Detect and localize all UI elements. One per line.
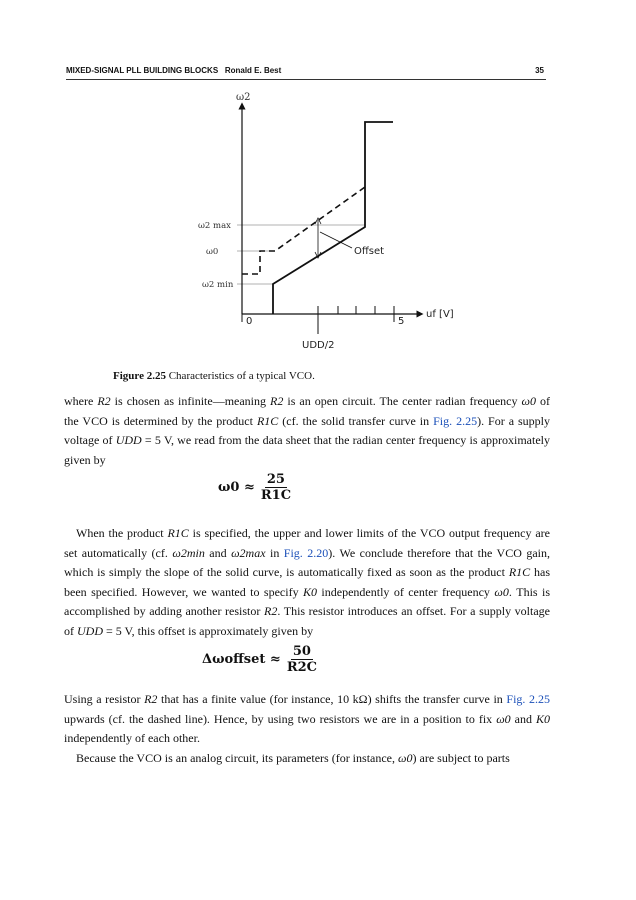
- text: ). We conclude therefore that the VCO gain, which is simply the slope of the solid curve, is automatically fixed as soon as the product: [64, 545, 550, 579]
- equation-offset: [202, 644, 317, 675]
- tick-label-5: 5: [398, 316, 405, 327]
- text: of the VCO is determined by the product: [64, 394, 550, 428]
- running-head-author: Ronald E. Best: [224, 66, 282, 75]
- y-axis-label: ω2: [236, 92, 251, 103]
- text: and: [204, 545, 232, 560]
- text: . This resistor introduces an offset. For a supply voltage of: [64, 604, 550, 638]
- symbol-r1c: R1C: [167, 526, 189, 540]
- eq1-numerator: 25: [266, 472, 285, 487]
- y-label-w2max: ω2 max: [198, 221, 231, 231]
- symbol-k0: K0: [536, 711, 551, 726]
- text: is chosen as infinite—meaning: [110, 394, 271, 408]
- symbol-r2: R2: [270, 394, 284, 408]
- text: that has a finite value (for instance, 10 kΩ) shifts the transfer curve in: [157, 692, 507, 706]
- paragraph-1: [64, 392, 550, 470]
- equation-omega0: [218, 472, 291, 503]
- tick-label-0: 0: [246, 316, 253, 327]
- text: ) are subject to parts: [412, 751, 510, 765]
- eq1-denominator: R1C: [260, 488, 292, 503]
- solid-transfer-curve: [273, 122, 393, 314]
- figure-caption: [113, 370, 315, 382]
- symbol-omega0: ω0: [398, 751, 413, 765]
- eq2-lhs: Δωoffset ≈: [202, 652, 281, 667]
- symbol-r2: R2: [97, 394, 111, 408]
- y-label-w2min: ω2 min: [202, 280, 234, 290]
- eq2-numerator: 50: [292, 644, 311, 659]
- vco-characteristic-figure: [190, 84, 470, 354]
- text: ). For a supply voltage of: [64, 413, 551, 447]
- page-number: 35: [535, 66, 544, 75]
- text: = 5 V, we read from the data sheet that the radian center frequency is approximately given by: [64, 433, 550, 467]
- paragraph-4: [64, 749, 550, 769]
- x-axis-label: uf [V]: [426, 309, 454, 320]
- text: is an open circuit. The center radian frequency: [283, 394, 522, 408]
- symbol-omega0: ω0: [494, 584, 509, 599]
- caption-label: Figure 2.25: [113, 370, 166, 382]
- x-mid-label: UDD/2: [302, 340, 335, 351]
- symbol-r2: R2: [144, 692, 158, 706]
- symbol-omega2min: ω2min: [172, 545, 205, 560]
- symbol-udd: UDD: [77, 623, 103, 638]
- text: When the product: [76, 526, 168, 540]
- symbol-udd: UDD: [115, 433, 142, 447]
- symbol-omega2max: ω2max: [231, 545, 266, 560]
- text: Using a resistor: [64, 692, 145, 706]
- y-label-w0: ω0: [206, 247, 219, 257]
- header-rule: [66, 79, 546, 80]
- text: = 5 V, this offset is approximately given by: [103, 623, 314, 638]
- running-head: [66, 66, 544, 75]
- text: independently of center frequency: [317, 584, 495, 599]
- paragraph-2: [64, 524, 550, 641]
- running-head-title: MIXED-SIGNAL PLL BUILDING BLOCKS: [66, 66, 219, 75]
- caption-text: Characteristics of a typical VCO.: [168, 370, 315, 382]
- dashed-transfer-curve: [242, 187, 365, 274]
- text: has been specified. However, we wanted to specify: [64, 565, 550, 599]
- text: Because the VCO is an analog circuit, its parameters (for instance,: [76, 751, 399, 765]
- text: in: [265, 545, 284, 560]
- offset-label: Offset: [354, 246, 385, 257]
- text: upwards (cf. the dashed line). Hence, by using two resistors we are in a position to fix: [64, 711, 497, 726]
- symbol-k0: K0: [303, 584, 318, 599]
- text: and: [510, 711, 536, 726]
- fig-2-20-link[interactable]: Fig. 2.20: [283, 545, 329, 560]
- x-ticks: [242, 306, 394, 334]
- text: . This is accomplished by adding another resistor: [64, 584, 550, 618]
- symbol-omega0: ω0: [496, 711, 511, 726]
- symbol-r1c: R1C: [508, 565, 531, 579]
- text: independently of each other.: [64, 731, 200, 745]
- eq1-lhs: ω0 ≈: [218, 480, 255, 495]
- eq1-fraction: [261, 472, 291, 503]
- text: is specified, the upper and lower limits of the VCO output frequency are set automatically (cf.: [64, 526, 550, 560]
- text: (cf. the solid transfer curve in: [278, 413, 434, 428]
- fig-2-25-link[interactable]: Fig. 2.25: [506, 692, 551, 706]
- fig-2-25-link[interactable]: Fig. 2.25: [433, 413, 478, 428]
- symbol-omega0: ω0: [521, 394, 536, 408]
- symbol-r2: R2: [264, 604, 278, 618]
- paragraph-3: [64, 690, 550, 749]
- eq2-denominator: R2C: [286, 660, 318, 675]
- text: where: [64, 394, 98, 408]
- symbol-r1c: R1C: [256, 413, 279, 428]
- eq2-fraction: [287, 644, 317, 675]
